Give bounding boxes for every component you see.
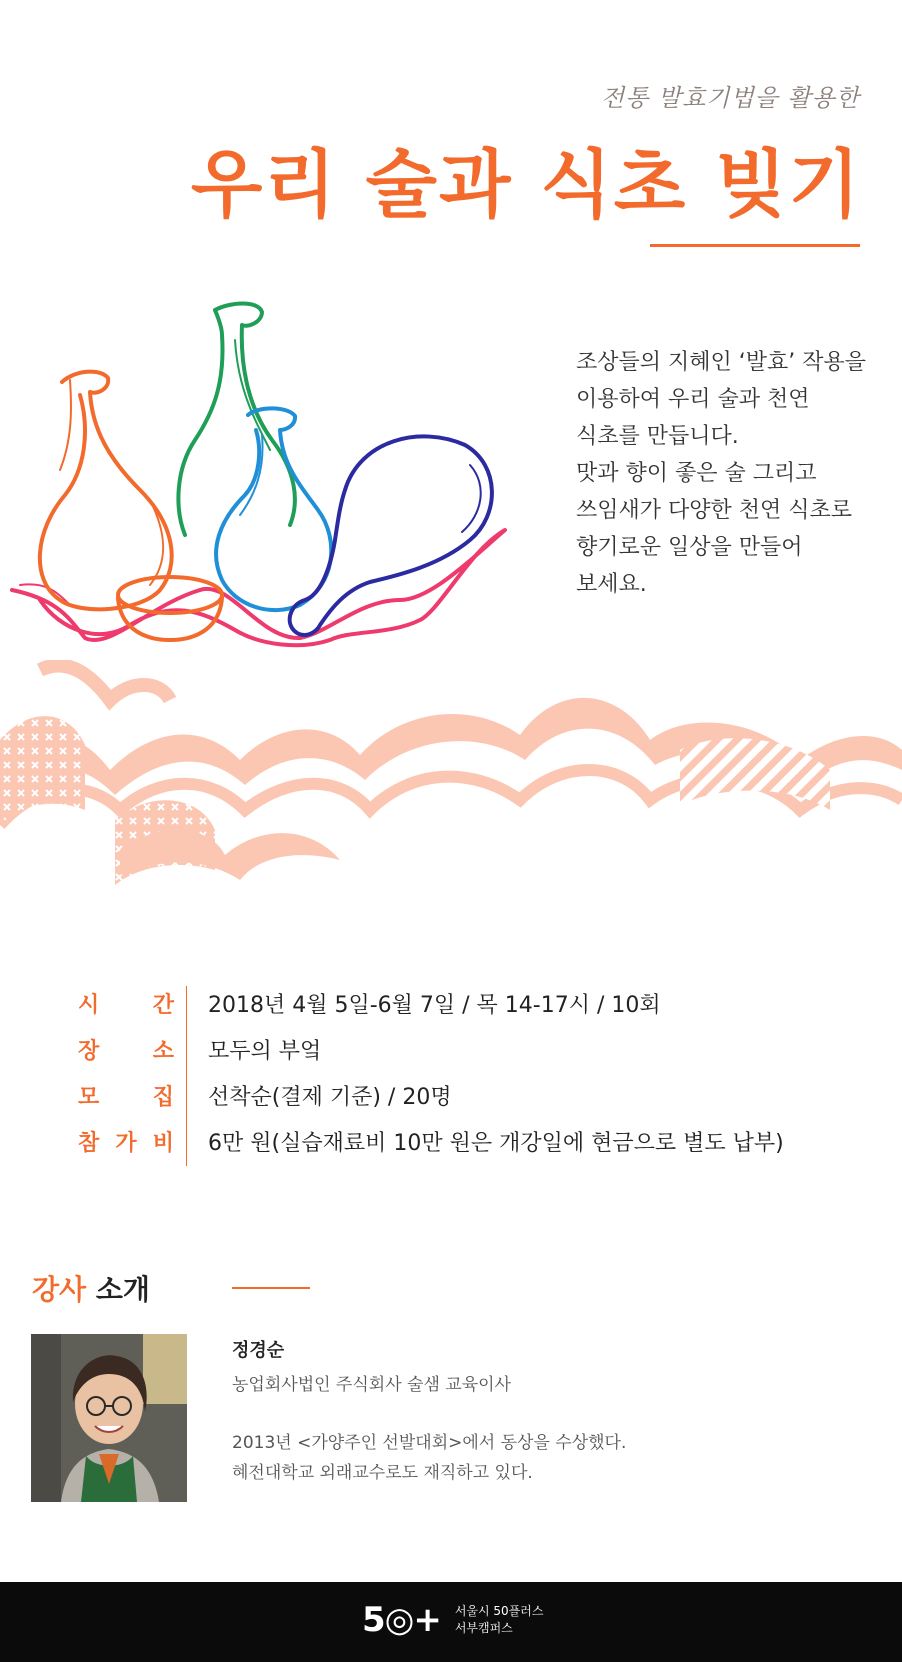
info-label-char: 집 — [152, 1084, 174, 1110]
instructor-photo — [31, 1334, 187, 1502]
info-value-time: 2018년 4월 5일-6월 7일 / 목 14-17시 / 10회 — [208, 992, 661, 1018]
info-label-char: 장 — [78, 1038, 100, 1064]
info-value-recruit: 선착순(결제 기준) / 20명 — [208, 1084, 452, 1110]
bio-line: 혜전대학교 외래교수로도 재직하고 있다. — [232, 1463, 533, 1483]
info-label-char: 참 — [78, 1130, 100, 1156]
info-row-place — [78, 1026, 858, 1072]
footer-org-line1: 서울시 50플러스 — [454, 1604, 544, 1618]
info-label-char: 모 — [78, 1084, 100, 1110]
info-label-char: 시 — [78, 992, 100, 1018]
info-label-recruit — [78, 1080, 188, 1111]
title-underline — [650, 244, 860, 247]
wave-decoration — [0, 660, 902, 920]
info-value-fee: 6만 원(실습재료비 10만 원은 개강일에 현금으로 별도 납부) — [208, 1130, 784, 1156]
blue-bottle — [216, 408, 331, 610]
footer — [0, 1582, 902, 1662]
description-line: 맛과 향이 좋은 술 그리고 — [576, 461, 817, 486]
info-row-fee — [78, 1118, 858, 1164]
description-line: 조상들의 지혜인 ‘발효’ 작용을 — [576, 350, 866, 375]
info-divider — [186, 986, 187, 1166]
info-label-char: 가 — [115, 1130, 137, 1156]
instructor-role: 농업회사법인 주식회사 술샘 교육이사 — [232, 1375, 511, 1395]
pottery-illustration — [0, 300, 560, 690]
description-line: 향기로운 일상을 만들어 — [576, 535, 803, 560]
footer-org-line2: 서부캠퍼스 — [454, 1621, 513, 1635]
description-line: 보세요. — [576, 572, 647, 597]
course-info-table — [78, 980, 858, 1164]
tablecloth-outline — [12, 530, 505, 645]
description-line: 식초를 만듭니다. — [576, 424, 739, 449]
info-label-char: 비 — [152, 1130, 174, 1156]
green-bottle — [178, 304, 294, 536]
info-label-place — [78, 1034, 188, 1065]
info-label-fee — [78, 1126, 188, 1157]
page-subtitle: 전통 발효기법을 활용한 — [600, 84, 860, 112]
description-line: 쓰임새가 다양한 천연 식초로 — [576, 498, 853, 523]
navy-bottle — [290, 436, 492, 635]
orange-vase — [40, 372, 172, 610]
section-underline — [232, 1287, 310, 1289]
description-line: 이용하여 우리 술과 천연 — [576, 387, 810, 412]
instructor-portrait — [31, 1334, 187, 1502]
page-title: 우리 술과 식초 빚기 — [190, 142, 862, 228]
instructor-bio — [232, 1428, 626, 1488]
info-label-char: 간 — [152, 992, 174, 1018]
info-label-time — [78, 988, 188, 1019]
footer-logo[interactable] — [362, 1600, 543, 1640]
fifty-plus-logo-icon: 5◎+ — [362, 1600, 441, 1640]
info-row-recruit — [78, 1072, 858, 1118]
bio-line: 2013년 <가양주인 선발대회>에서 동상을 수상했다. — [232, 1433, 627, 1453]
section-title-accent: 강사 — [32, 1273, 87, 1306]
instructor-section-title — [32, 1268, 150, 1308]
info-row-time — [78, 980, 858, 1026]
instructor-name: 정경순 — [232, 1340, 285, 1361]
info-value-place: 모두의 부엌 — [208, 1038, 322, 1064]
info-label-char: 소 — [152, 1038, 174, 1064]
section-title-rest: 소개 — [95, 1273, 150, 1306]
course-description — [576, 344, 876, 603]
footer-org-name — [455, 1603, 544, 1637]
